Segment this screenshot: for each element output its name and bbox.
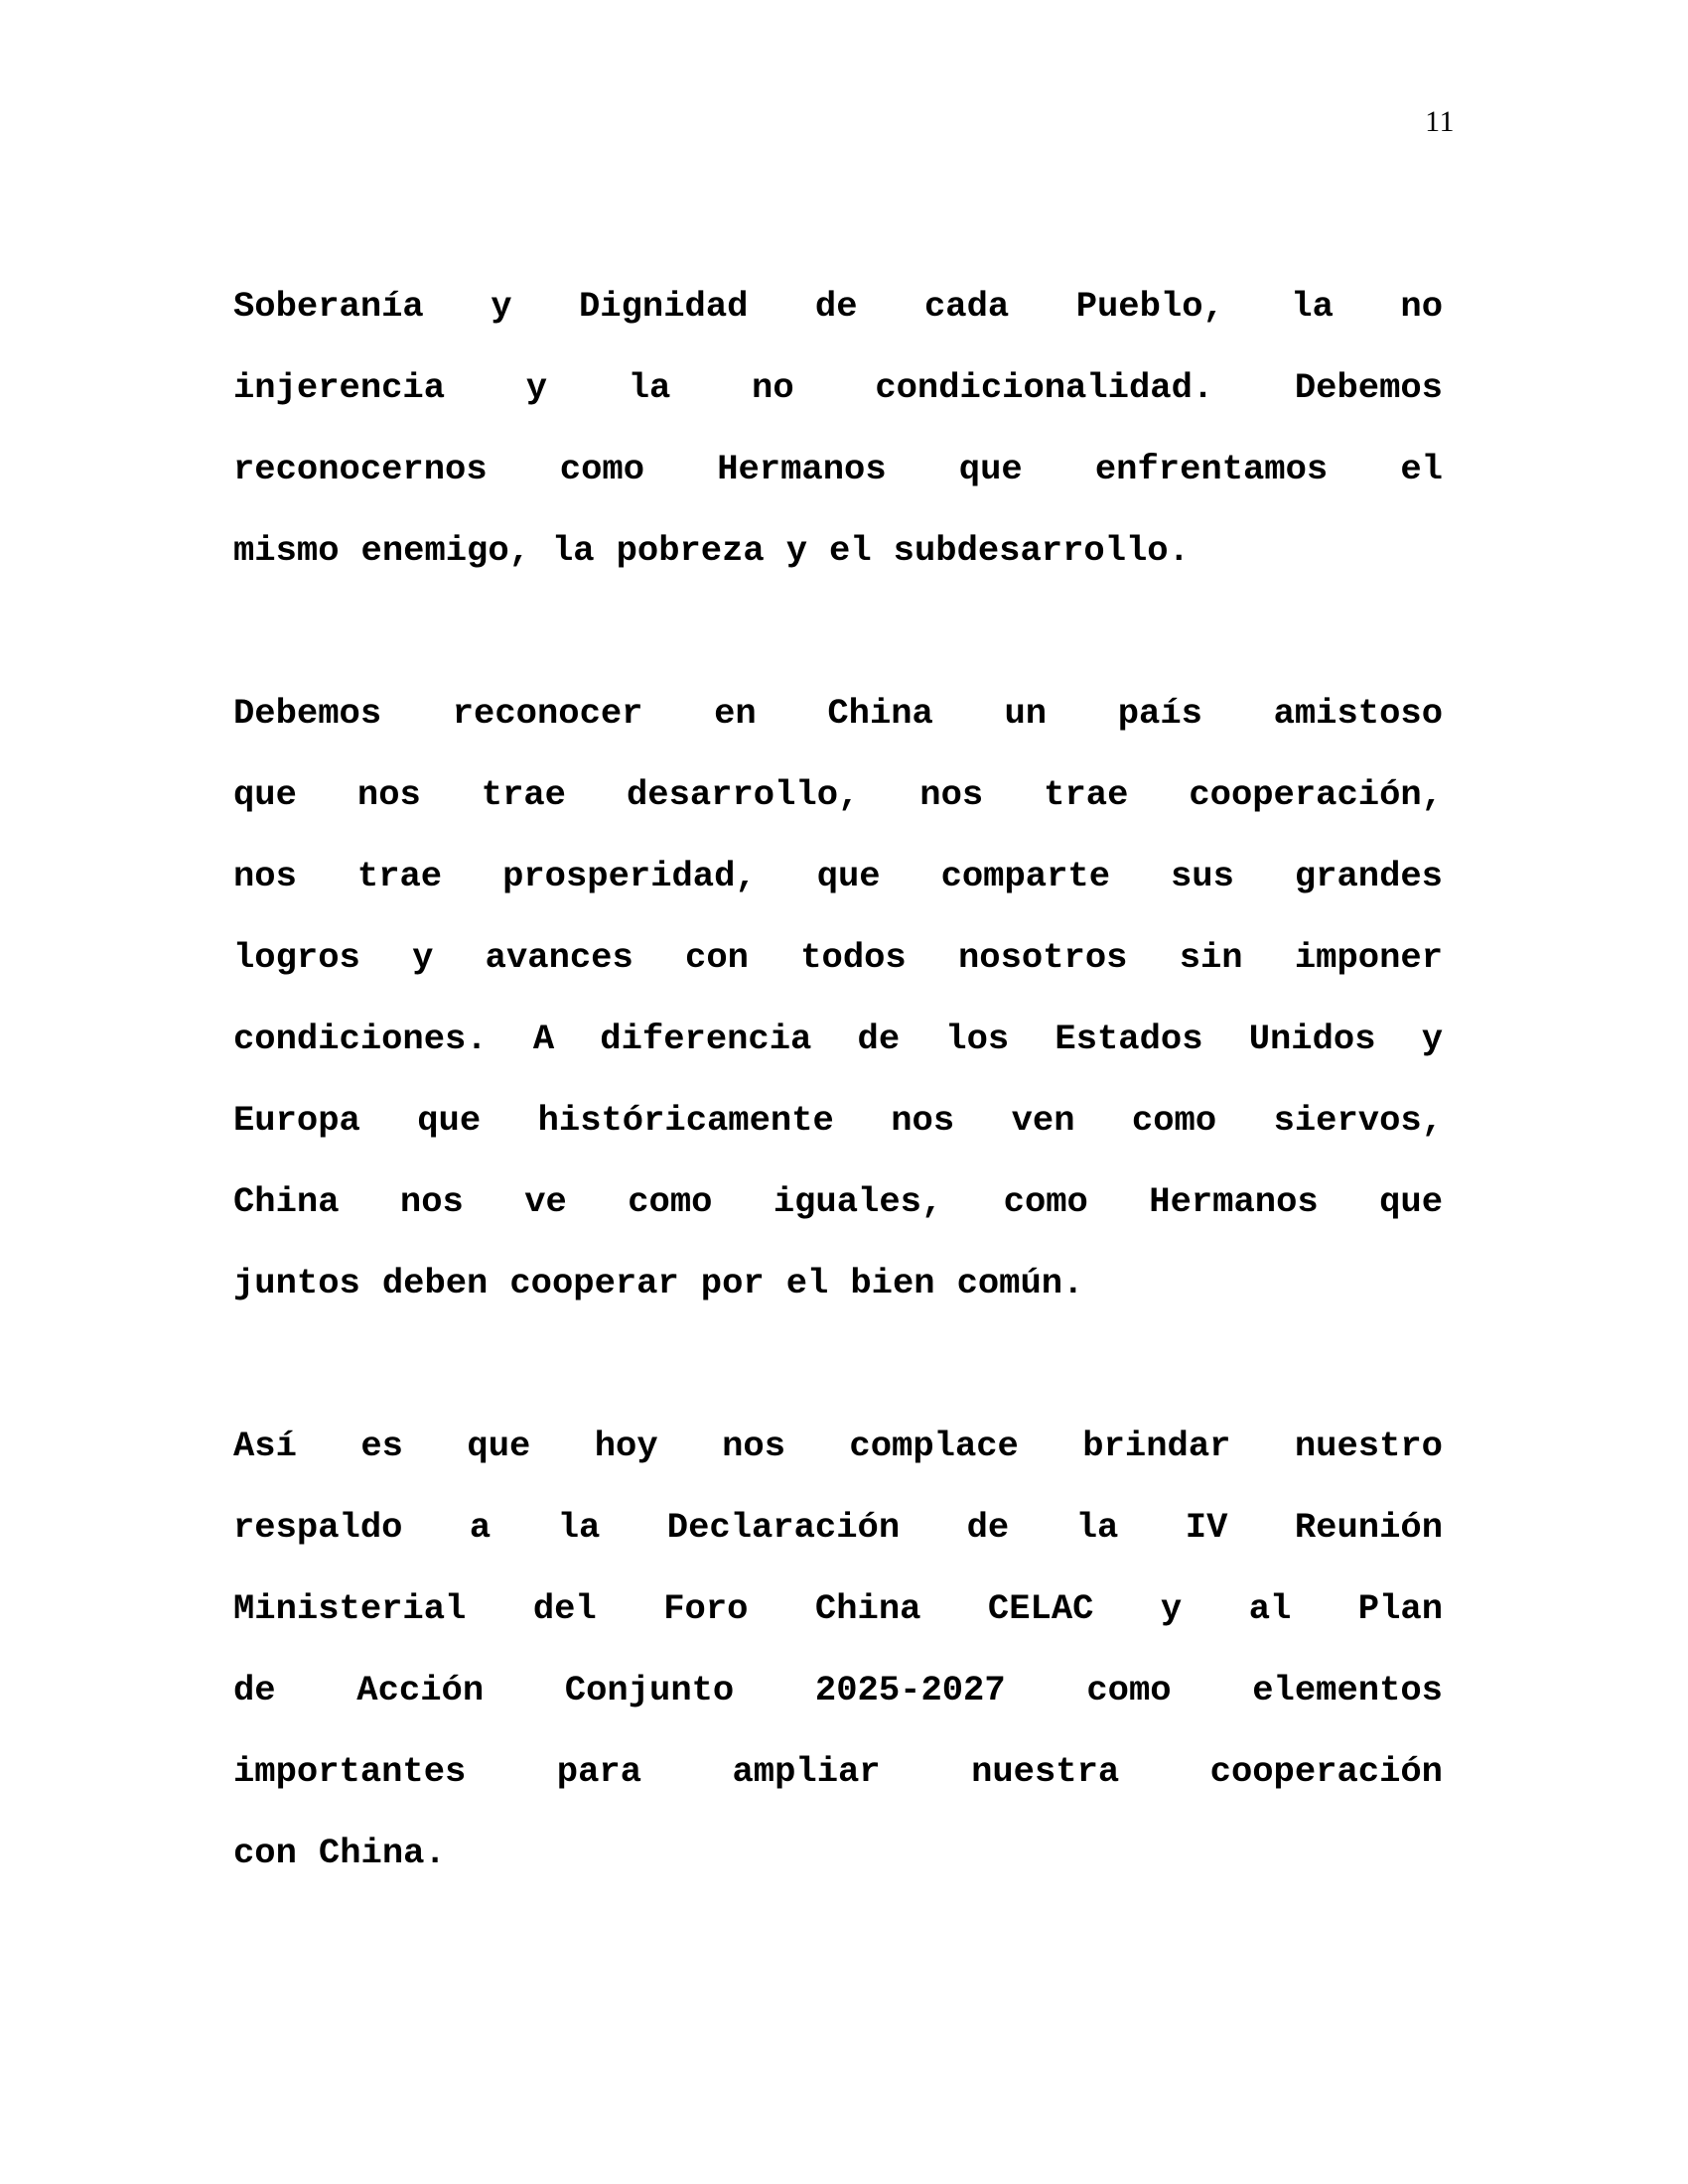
text-line: China nos ve como iguales, como Hermanos que: [233, 1181, 1443, 1222]
text-line: condiciones. A diferencia de los Estados Unidos y: [233, 1019, 1443, 1059]
paragraph: [233, 1406, 1443, 1894]
document-body: [233, 266, 1443, 1894]
text-line: logros y avances con todos nosotros sin imponer: [233, 937, 1443, 978]
text-line: Así es que hoy nos complace brindar nuestro: [233, 1426, 1443, 1466]
text-line: nos trae prosperidad, que comparte sus grandes: [233, 856, 1443, 896]
paragraph: [233, 673, 1443, 1324]
text-line: juntos deben cooperar por el bien común.: [233, 1263, 1084, 1303]
text-line: Ministerial del Foro China CELAC y al Plan: [233, 1588, 1443, 1629]
text-line: que nos trae desarrollo, nos trae cooperación,: [233, 774, 1443, 815]
page-number: 11: [1425, 105, 1455, 138]
text-line: injerencia y la no condicionalidad. Debemos: [233, 367, 1443, 408]
text-line: reconocernos como Hermanos que enfrentamos el: [233, 449, 1443, 489]
text-line: con China.: [233, 1833, 446, 1873]
text-line: importantes para ampliar nuestra cooperación: [233, 1751, 1443, 1792]
text-line: respaldo a la Declaración de la IV Reunión: [233, 1507, 1443, 1548]
paragraph: [233, 266, 1443, 592]
text-line: de Acción Conjunto 2025-2027 como elementos: [233, 1670, 1443, 1710]
text-line: Soberanía y Dignidad de cada Pueblo, la no: [233, 286, 1443, 327]
text-line: Debemos reconocer en China un país amistoso: [233, 693, 1443, 734]
text-line: mismo enemigo, la pobreza y el subdesarrollo.: [233, 530, 1190, 571]
text-line: Europa que históricamente nos ven como siervos,: [233, 1100, 1443, 1141]
